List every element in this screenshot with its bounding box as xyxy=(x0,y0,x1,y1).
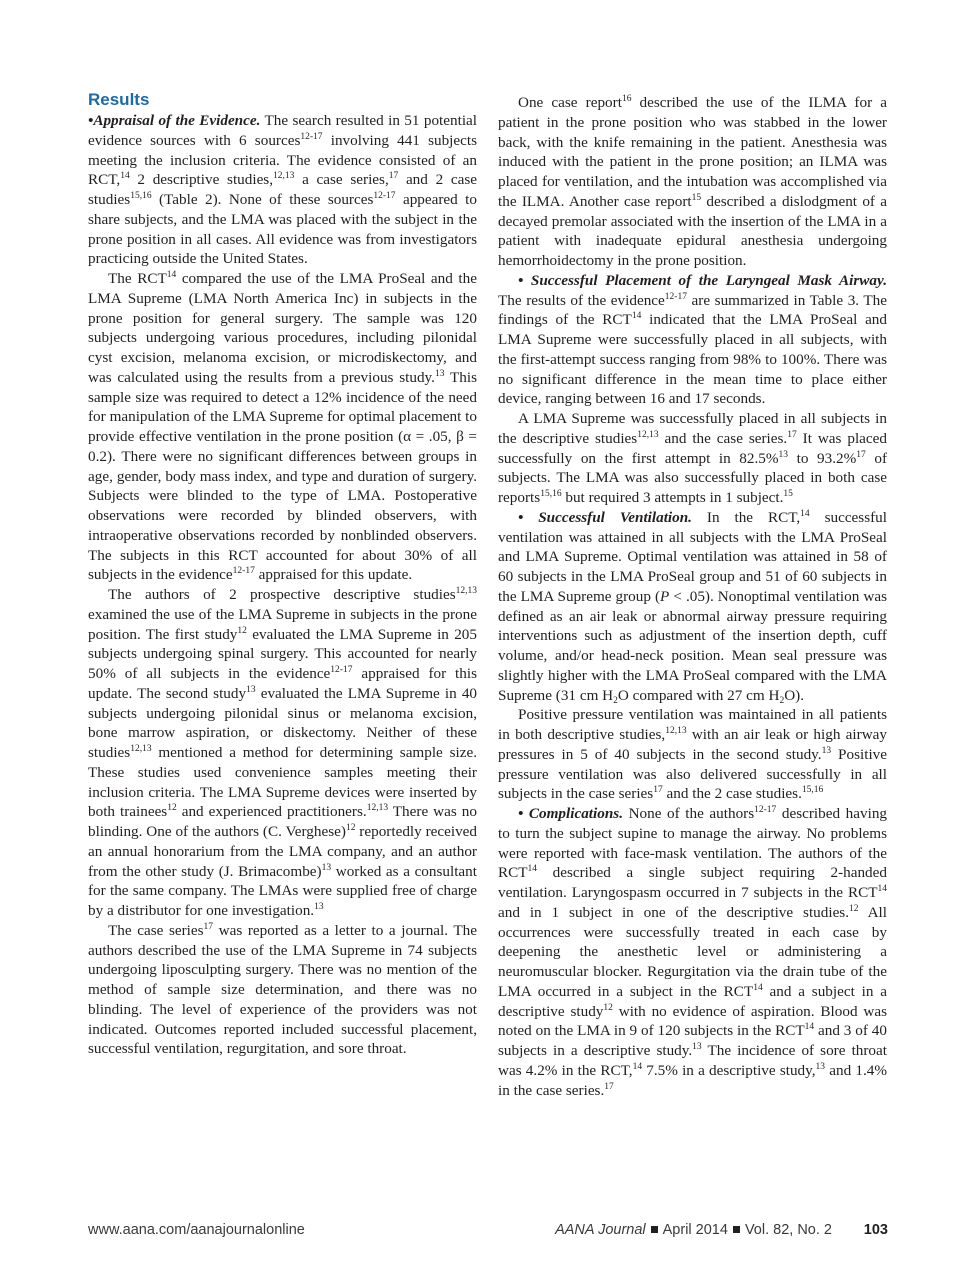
subheading-successful-placement: • Successful Placement of the Laryngeal Mask Airway. xyxy=(518,271,887,289)
citation: 12,13 xyxy=(637,429,659,440)
page-footer xyxy=(88,1222,888,1242)
citation: 17 xyxy=(203,921,214,932)
citation: 12 xyxy=(345,823,356,833)
citation: 14 xyxy=(166,270,177,280)
citation: 12 xyxy=(167,803,177,814)
citation: 15,16 xyxy=(801,785,824,796)
subheading-appraisal: •Appraisal of the Evidence. xyxy=(88,112,261,129)
citation: 12-17 xyxy=(330,665,353,675)
citation: 12 xyxy=(849,903,859,914)
paragraph-rct: The RCT$^{14}$ compared the use of the LMA ProSeal and the LMA Supreme (LMA North America Inc) in subjects in the prone position for general surgery. The sample was 120 subjects undergoing various procedures, including pilonidal cyst excision, melanoma excision, or microdiskectomy, and was calculated using the results from a previous study.$^{13}$ This sample size was required to detect a 12% incidence of the need for manipulation of the LMA Supreme for optimal placement to provide effective ventilation in the prone position (α = .05, β = 0.2). There were no significant differences between groups in age, gender, body mass index, and type and duration of surgery. Subjects were blinded to the type of LMA. Postoperative observations were recorded by blinded observers, with intraoperative observations recorded by nonblinded observers. The subjects in this RCT accounted for about 30% of all subjects in the evidence$^{12-17}$ appraised for this update. xyxy=(88,270,477,584)
paragraph-complications: • Complications. None of the authors$^{12-17}$ described having to turn the subject supine to manage the airway. No problems were reported with face-mask ventilation. The authors of the RCT$^{14}$ described a single subject requiring 2-handed ventilation. Laryngospasm occurred in 7 subjects in the RCT$^{14}$ and in 1 subject in one of the descriptive studies.$^{12}$ All occurrences were successfully treated in each case by deepening the anesthetic level or administering a neuromuscular blocker. Regurgitation via the drain tube of the LMA occurred in a subject in the RCT$^{14}$ and a subject in a descriptive study$^{12}$ with no evidence of aspiration. Blood was noted on the LMA in 9 of 120 subjects in the RCT$^{14}$ and 3 of 40 subjects in a descriptive study.$^{13}$ The incidence of sore throat was 4.2% in the RCT,$^{14}$ 7.5% in a descriptive study,$^{13}$ and 1.4% in the case series.$^{17}$ xyxy=(498,805,888,1099)
citation: 15,16 xyxy=(540,489,562,499)
citation: 14 xyxy=(120,171,130,182)
citation: 16 xyxy=(621,94,632,104)
paragraph-lma-supreme-placement: A LMA Supreme was successfully placed in all subjects in the descriptive studies$^{12,13}$ and the case series.$^{17}$ It was placed successfully on the first attempt in 82.5%$^{13}$ to 93.2%$^{17}$ of subjects. The LMA was also successfully placed in both case reports$^{15,16}$ but required 3 attempts in 1 subject.$^{15}$ xyxy=(498,410,888,506)
citation: 14 xyxy=(804,1022,815,1033)
footer-journal-info xyxy=(555,1222,832,1238)
citation: 14 xyxy=(631,311,642,322)
citation: 13 xyxy=(815,1061,826,1072)
citation: 12,13 xyxy=(130,744,152,754)
citation: 13 xyxy=(246,684,256,695)
citation: 17 xyxy=(604,1081,614,1092)
square-bullet-icon xyxy=(733,1226,740,1233)
volume-number: Vol. 82, No. 2 xyxy=(744,1222,832,1238)
citation: 13 xyxy=(692,1042,702,1052)
citation: 14 xyxy=(632,1061,643,1072)
citation: 14 xyxy=(877,884,887,894)
citation: 12,13 xyxy=(665,726,687,736)
citation: 12,13 xyxy=(366,803,389,814)
paragraph-descriptive-studies: The authors of 2 prospective descriptive studies$^{12,13}$ examined the use of the LMA Supreme in subjects in the prone position. The first study$^{12}$ evaluated the LMA Supreme in 205 subjects undergoing spinal surgery. This accounted for nearly 50% of all subjects in the evidence$^{12-17}$ appraised for this update. The second study$^{13}$ evaluated the LMA Supreme in 40 subjects undergoing pilonidal sinus or melanoma excision, bone marrow aspiration, or diskectomy. Neither of these studies$^{12,13}$ mentioned a method for determining sample size. These studies used convenience samples meeting their inclusion criteria. The LMA Supreme devices were inserted by both trainees$^{12}$ and experienced practitioners.$^{12,13}$ There was no blinding. One of the authors (C. Verghese)$^{12}$ reportedly received an annual honorarium from the LMA company, and an author from the other study (J. Brimacombe)$^{13}$ worked as a consultant for the same company. The LMAs were supplied free of charge by a distributor for one investigation.$^{13}$ xyxy=(88,586,478,919)
citation: 15,16 xyxy=(130,191,152,201)
citation: 12-17 xyxy=(373,191,396,201)
citation: 17 xyxy=(856,449,866,460)
citation: 13 xyxy=(314,902,324,912)
citation: 13 xyxy=(821,745,832,756)
section-title-results: Results xyxy=(88,90,150,109)
subheading-complications: • Complications. xyxy=(518,805,623,822)
paragraph-case-series: The case series$^{17}$ was reported as a letter to a journal. The authors described the use of the LMA Supreme in 74 subjects undergoing liposculpting surgery. There was no mention of the method of sample size determination, and there was no blinding. The level of experience of the providers was not indicated. Outcomes reported included successful placement, successful ventilation, regurgitation, and sore throat. xyxy=(88,921,478,1058)
paragraph-successful-placement: • Successful Placement of the Laryngeal Mask Airway. The results of the evidence$^{12-17}$ are summarized in Table 3. The findings of the RCT$^{14}$ indicated that the LMA ProSeal and LMA Supreme were successfully placed in all subjects, with the first-attempt success ranging from 98% to 100%. There was no significant difference in the mean time to place either device, ranging between 16 and 17 seconds. xyxy=(498,271,888,408)
citation: 17 xyxy=(388,171,399,182)
citation: 17 xyxy=(787,429,797,440)
paragraph-case-reports: One case report$^{16}$ described the use of the ILMA for a patient in the prone position who was stabbed in the lower back, with the knife remaining in the patient. Anesthesia was induced with the patient in the prone position; an ILMA was placed for ventilation, and the intubation was accomplished via the ILMA. Another case report$^{15}$ described a dislodgment of a decayed premolar associated with the insertion of the LMA in a patient with inadequate epidural anesthesia undergoing hemorrhoidectomy in the prone position. xyxy=(498,94,887,269)
citation: 12-17 xyxy=(754,805,777,815)
citation: 13 xyxy=(321,862,332,873)
citation: 12-17 xyxy=(300,131,323,142)
citation: 12,13 xyxy=(455,586,477,596)
citation: 17 xyxy=(653,785,663,796)
citation: 12 xyxy=(237,625,247,636)
issue-date: April 2014 xyxy=(662,1222,728,1238)
paragraph-successful-ventilation: • Successful Ventilation. In the RCT,$^{14}$ successful ventilation was attained in all subjects with the LMA ProSeal and LMA Supreme. Optimal ventilation was attained in 58 of 60 subjects in the LMA ProSeal group and 51 of 60 subjects in the LMA Supreme group (P < .05). Nonoptimal ventilation was defined as an air leak or abnormal airway pressure requiring interventions such as adjustment of the insertion depth, cuff volume, and/or head-neck position. Mean seal pressure was slightly higher with the LMA ProSeal compared with the LMA Supreme (31 cm $H_2O$ compared with 27 cm $H_2O$). xyxy=(498,508,887,706)
citation: 12-17 xyxy=(664,291,687,302)
right-column xyxy=(498,93,887,1100)
citation: 14 xyxy=(753,982,763,993)
citation: 15 xyxy=(783,489,793,499)
citation: 13 xyxy=(778,449,789,460)
citation: 12,13 xyxy=(273,171,295,182)
citation: 12-17 xyxy=(232,566,255,577)
footer-url-link[interactable]: www.aana.com/aanajournalonline xyxy=(88,1222,305,1238)
citation: 14 xyxy=(527,864,538,875)
subheading-successful-ventilation: • Successful Ventilation. xyxy=(518,508,692,526)
paragraph-positive-pressure: Positive pressure ventilation was maintained in all patients in both descriptive studies,$^{12,13}$ with an air leak or high airway pressures in 5 of 40 subjects in the second study.$^{13}$ Positive pressure ventilation was also delivered successfully in all subjects in the case series$^{17}$ and the 2 case studies.$^{15,16}$ xyxy=(498,706,887,803)
square-bullet-icon xyxy=(651,1226,658,1233)
citation: 14 xyxy=(800,508,810,519)
paragraph-appraisal: •Appraisal of the Evidence. The search resulted in 51 potential evidence sources with 6 sources$^{12-17}$ involving 441 subjects meeting the inclusion criteria. The evidence consisted of an RCT,$^{14}$ 2 descriptive studies,$^{12,13}$ a case series,$^{17}$ and 2 case studies$^{15,16}$ (Table 2). None of these sources$^{12-17}$ appeared to share subjects, and the LMA was placed with the subject in the prone position in all cases. All evidence was from investigators practicing outside the United States. xyxy=(88,112,478,268)
citation: 13 xyxy=(434,368,445,379)
left-column xyxy=(88,90,477,1059)
page-number: 103 xyxy=(863,1222,888,1238)
citation: 12 xyxy=(603,1002,613,1013)
citation: 15 xyxy=(691,192,702,203)
journal-name: AANA Journal xyxy=(555,1222,646,1238)
